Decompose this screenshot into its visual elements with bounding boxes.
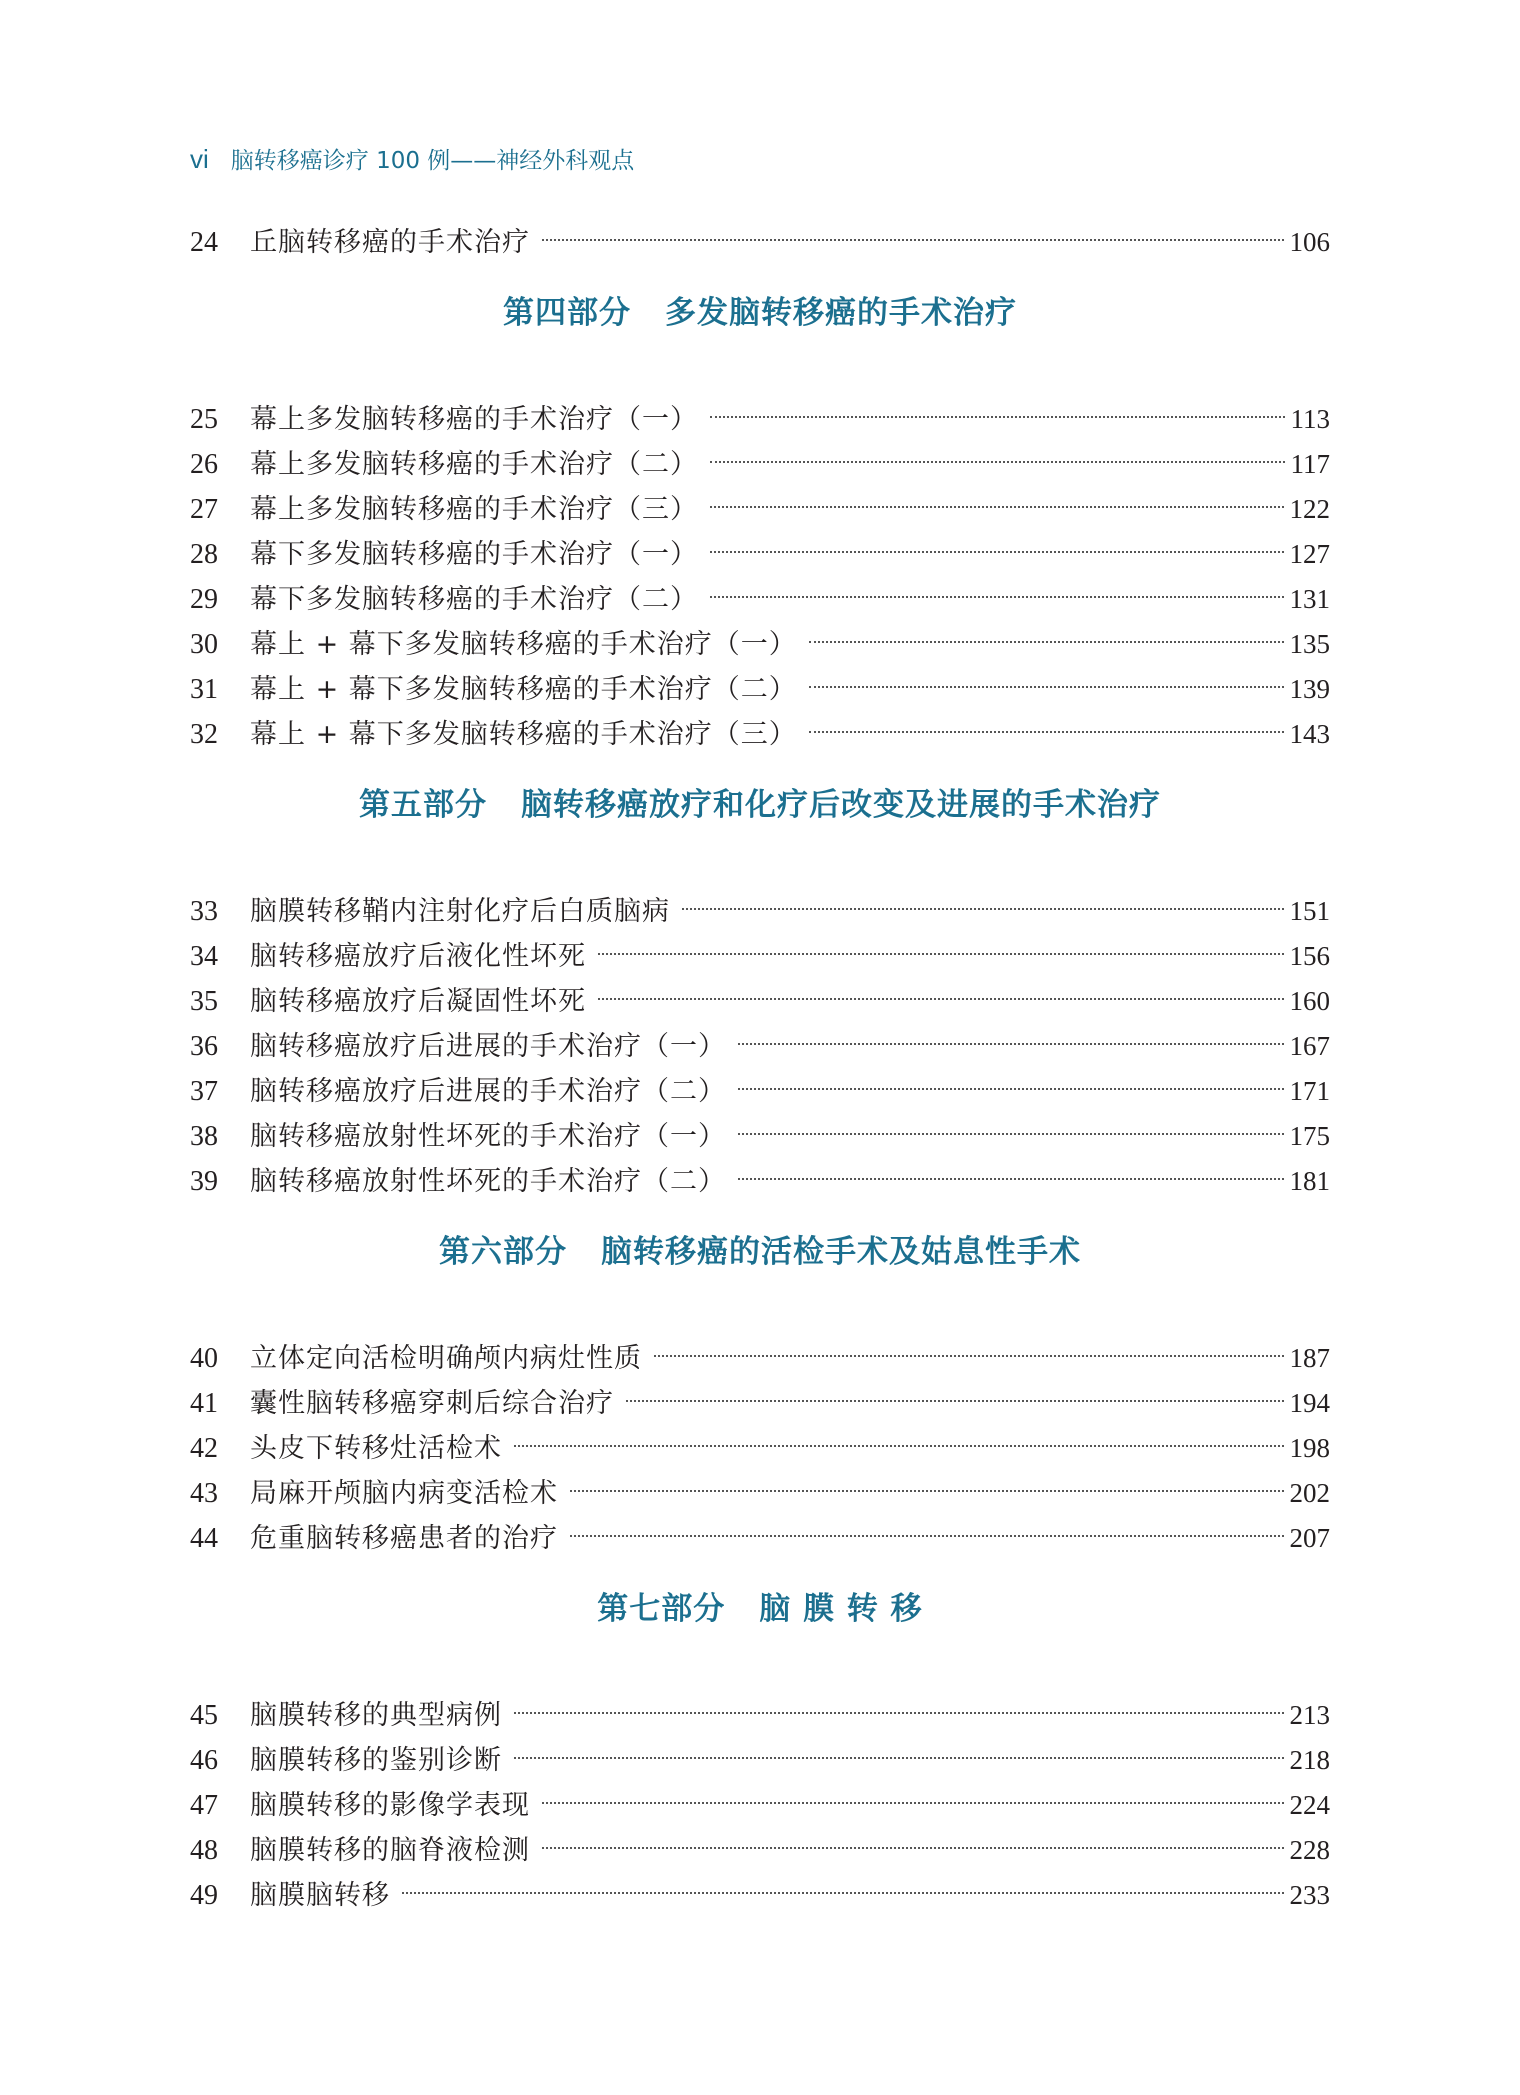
dot-leader — [570, 1490, 1284, 1492]
entry-number: 35 — [190, 986, 218, 1017]
dot-leader — [738, 1043, 1284, 1045]
entry-title: 幕上 + 幕下多发脑转移癌的手术治疗（一） — [250, 629, 797, 660]
entry-page-number: 117 — [1290, 449, 1330, 479]
entry-title: 幕上多发脑转移癌的手术治疗（三） — [250, 494, 698, 525]
entry-title: 脑膜转移的脑脊液检测 — [250, 1835, 530, 1866]
entry-title: 脑膜转移的影像学表现 — [250, 1790, 530, 1821]
entry-number: 28 — [190, 539, 218, 570]
dot-leader — [402, 1892, 1284, 1894]
entry-page-number: 131 — [1289, 584, 1330, 614]
toc-entry[interactable] — [190, 1738, 1330, 1783]
entry-title: 囊性脑转移癌穿刺后综合治疗 — [250, 1388, 614, 1419]
entry-title: 幕上 + 幕下多发脑转移癌的手术治疗（二） — [250, 674, 797, 705]
dot-leader — [570, 1535, 1284, 1537]
dot-leader — [542, 1847, 1284, 1849]
entry-number: 36 — [190, 1031, 218, 1062]
dot-leader — [598, 953, 1284, 955]
table-of-contents — [190, 220, 1330, 1918]
toc-entry[interactable] — [190, 1426, 1330, 1471]
entry-number: 42 — [190, 1433, 218, 1464]
entry-page-number: 113 — [1290, 404, 1330, 434]
entry-title: 立体定向活检明确颅内病灶性质 — [250, 1343, 642, 1374]
entry-number: 45 — [190, 1700, 218, 1731]
toc-entry[interactable] — [190, 532, 1330, 577]
toc-entry[interactable] — [190, 1336, 1330, 1381]
entry-title: 幕上多发脑转移癌的手术治疗（二） — [250, 449, 698, 480]
entry-number: 27 — [190, 494, 218, 525]
entry-number: 43 — [190, 1478, 218, 1509]
toc-entry[interactable] — [190, 1471, 1330, 1516]
dot-leader — [809, 641, 1284, 643]
section-heading — [190, 1561, 1330, 1693]
toc-entry[interactable] — [190, 397, 1330, 442]
toc-entry[interactable] — [190, 442, 1330, 487]
entry-number: 47 — [190, 1790, 218, 1821]
entry-number: 31 — [190, 674, 218, 705]
entry-title: 脑膜转移的典型病例 — [250, 1700, 502, 1731]
dot-leader — [654, 1355, 1284, 1357]
entry-number: 39 — [190, 1166, 218, 1197]
toc-entry[interactable] — [190, 220, 1330, 265]
entry-page-number: 202 — [1289, 1478, 1330, 1508]
entry-title: 脑膜脑转移 — [250, 1880, 390, 1911]
dot-leader — [809, 731, 1284, 733]
dot-leader — [710, 461, 1285, 463]
entry-number: 26 — [190, 449, 218, 480]
entry-page-number: 207 — [1289, 1523, 1330, 1553]
entry-title: 脑转移癌放射性坏死的手术治疗（二） — [250, 1166, 726, 1197]
entry-number: 37 — [190, 1076, 218, 1107]
entry-number: 46 — [190, 1745, 218, 1776]
section-part-label: 第四部分 — [503, 295, 631, 331]
entry-title: 幕上 + 幕下多发脑转移癌的手术治疗（三） — [250, 719, 797, 750]
toc-entry[interactable] — [190, 1381, 1330, 1426]
entry-title: 头皮下转移灶活检术 — [250, 1433, 502, 1464]
running-header — [190, 142, 634, 182]
section-part-label: 第七部分 — [597, 1591, 726, 1627]
toc-entry[interactable] — [190, 1516, 1330, 1561]
entry-page-number: 228 — [1289, 1835, 1330, 1865]
entry-page-number: 171 — [1289, 1076, 1330, 1106]
entry-number: 48 — [190, 1835, 218, 1866]
entry-number: 29 — [190, 584, 218, 615]
toc-entry[interactable] — [190, 889, 1330, 934]
dot-leader — [738, 1178, 1284, 1180]
entry-page-number: 224 — [1289, 1790, 1330, 1820]
dot-leader — [682, 908, 1284, 910]
entry-number: 41 — [190, 1388, 218, 1419]
dot-leader — [598, 998, 1284, 1000]
toc-entry[interactable] — [190, 712, 1330, 757]
entry-number: 34 — [190, 941, 218, 972]
section-heading — [190, 1204, 1330, 1336]
toc-entry[interactable] — [190, 1828, 1330, 1873]
entry-title: 脑转移癌放射性坏死的手术治疗（一） — [250, 1121, 726, 1152]
toc-entry[interactable] — [190, 1693, 1330, 1738]
dot-leader — [514, 1757, 1284, 1759]
entry-page-number: 106 — [1289, 227, 1330, 257]
entry-page-number: 156 — [1289, 941, 1330, 971]
section-title: 脑 膜 转 移 — [759, 1591, 923, 1627]
entry-page-number: 213 — [1289, 1700, 1330, 1730]
toc-entry[interactable] — [190, 1783, 1330, 1828]
entry-title: 危重脑转移癌患者的治疗 — [250, 1523, 558, 1554]
entry-page-number: 160 — [1289, 986, 1330, 1016]
toc-entry[interactable] — [190, 487, 1330, 532]
toc-entry[interactable] — [190, 1069, 1330, 1114]
entry-number: 38 — [190, 1121, 218, 1152]
entry-page-number: 135 — [1289, 629, 1330, 659]
dot-leader — [710, 416, 1285, 418]
section-part-label: 第五部分 — [359, 787, 487, 823]
entry-number: 33 — [190, 896, 218, 927]
dot-leader — [710, 551, 1284, 553]
entry-title: 脑转移癌放疗后凝固性坏死 — [250, 986, 586, 1017]
toc-entry[interactable] — [190, 1024, 1330, 1069]
entry-page-number: 122 — [1289, 494, 1330, 524]
section-heading — [190, 265, 1330, 397]
entry-page-number: 151 — [1289, 896, 1330, 926]
entry-page-number: 175 — [1289, 1121, 1330, 1151]
toc-entry[interactable] — [190, 1114, 1330, 1159]
toc-entry[interactable] — [190, 577, 1330, 622]
entry-number: 25 — [190, 404, 218, 435]
entry-number: 24 — [190, 227, 218, 258]
dot-leader — [514, 1445, 1284, 1447]
dot-leader — [626, 1400, 1284, 1402]
entry-title: 局麻开颅脑内病变活检术 — [250, 1478, 558, 1509]
entry-page-number: 181 — [1289, 1166, 1330, 1196]
book-title: 脑转移癌诊疗 100 例——神经外科观点 — [230, 148, 635, 174]
entry-title: 脑膜转移鞘内注射化疗后白质脑病 — [250, 896, 670, 927]
dot-leader — [710, 506, 1284, 508]
toc-entry[interactable] — [190, 1159, 1330, 1204]
entry-title: 幕下多发脑转移癌的手术治疗（一） — [250, 539, 698, 570]
section-title: 多发脑转移癌的手术治疗 — [665, 295, 1017, 331]
section-part-label: 第六部分 — [439, 1234, 567, 1270]
page-number: vi — [190, 144, 209, 174]
entry-title: 丘脑转移癌的手术治疗 — [250, 227, 530, 258]
dot-leader — [738, 1133, 1284, 1135]
entry-title: 脑转移癌放疗后液化性坏死 — [250, 941, 586, 972]
entry-number: 44 — [190, 1523, 218, 1554]
entry-number: 32 — [190, 719, 218, 750]
dot-leader — [738, 1088, 1284, 1090]
entry-number: 40 — [190, 1343, 218, 1374]
entry-title: 幕上多发脑转移癌的手术治疗（一） — [250, 404, 698, 435]
entry-title: 幕下多发脑转移癌的手术治疗（二） — [250, 584, 698, 615]
entry-page-number: 198 — [1289, 1433, 1330, 1463]
toc-entry[interactable] — [190, 667, 1330, 712]
toc-entry[interactable] — [190, 622, 1330, 667]
dot-leader — [542, 239, 1284, 241]
dot-leader — [542, 1802, 1284, 1804]
dot-leader — [809, 686, 1284, 688]
entry-page-number: 233 — [1289, 1880, 1330, 1910]
dot-leader — [710, 596, 1284, 598]
entry-number: 49 — [190, 1880, 218, 1911]
section-title: 脑转移癌放疗和化疗后改变及进展的手术治疗 — [521, 787, 1161, 823]
section-heading — [190, 757, 1330, 889]
entry-title: 脑膜转移的鉴别诊断 — [250, 1745, 502, 1776]
entry-page-number: 218 — [1289, 1745, 1330, 1775]
toc-entry[interactable] — [190, 979, 1330, 1024]
entry-page-number: 139 — [1289, 674, 1330, 704]
toc-entry[interactable] — [190, 934, 1330, 979]
entry-page-number: 167 — [1289, 1031, 1330, 1061]
entry-number: 30 — [190, 629, 218, 660]
dot-leader — [514, 1712, 1284, 1714]
entry-title: 脑转移癌放疗后进展的手术治疗（一） — [250, 1031, 726, 1062]
entry-page-number: 143 — [1289, 719, 1330, 749]
section-title: 脑转移癌的活检手术及姑息性手术 — [601, 1234, 1081, 1270]
entry-page-number: 187 — [1289, 1343, 1330, 1373]
entry-page-number: 194 — [1289, 1388, 1330, 1418]
entry-title: 脑转移癌放疗后进展的手术治疗（二） — [250, 1076, 726, 1107]
entry-page-number: 127 — [1289, 539, 1330, 569]
toc-entry[interactable] — [190, 1873, 1330, 1918]
